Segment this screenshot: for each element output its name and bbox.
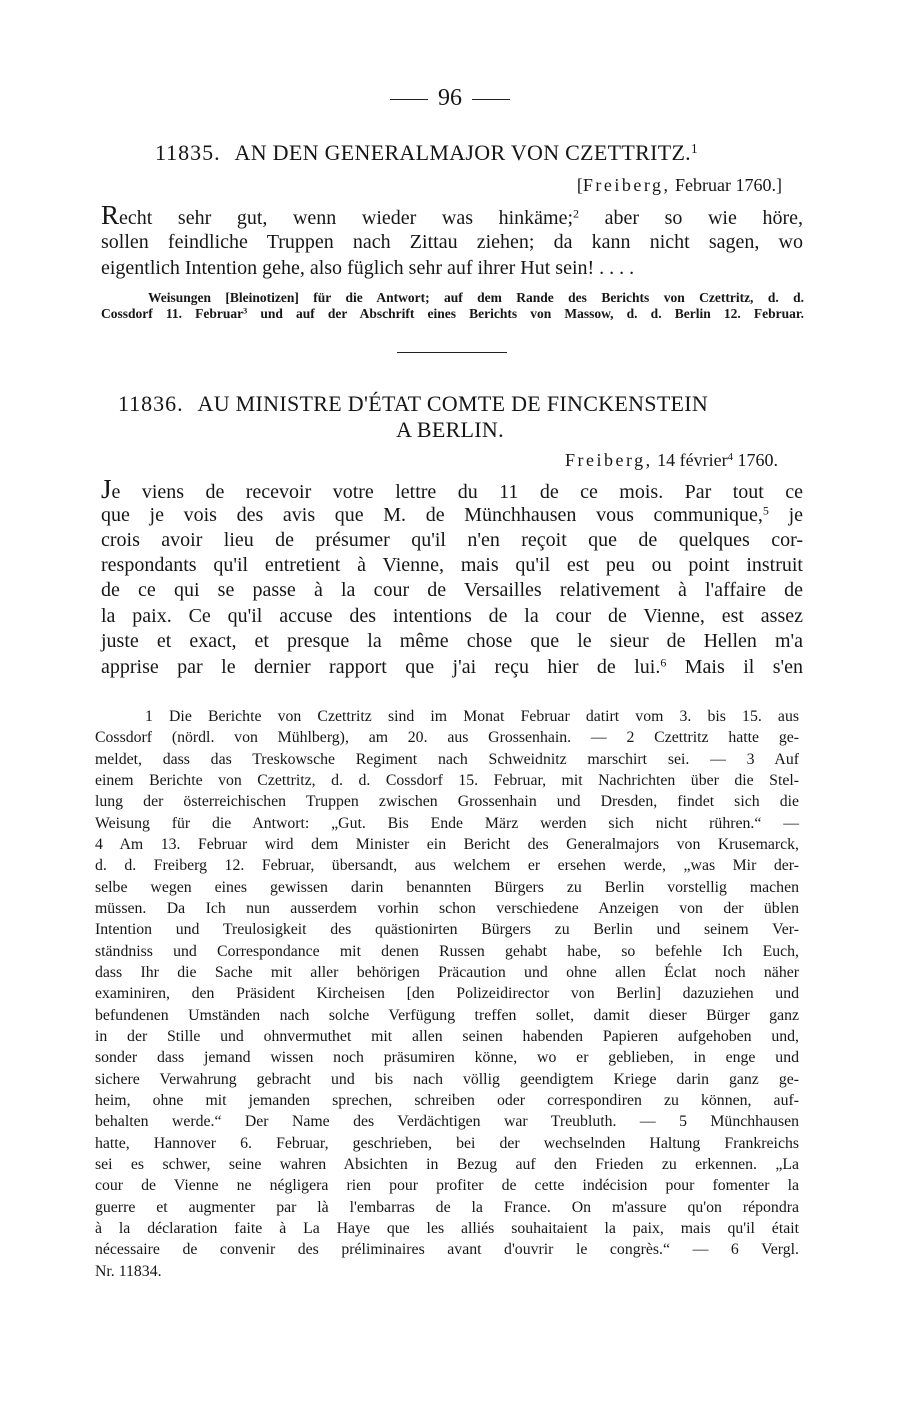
dash-left — [390, 99, 428, 100]
page-number: 96 — [438, 85, 462, 111]
letter2-initial: J — [101, 474, 112, 504]
footnote-ref-5: 5 — [762, 503, 769, 518]
letter1-dateline-rest: Februar 1760.] — [675, 175, 782, 195]
letter1-note-line-2b: und auf der Abschrift eines Berichts von Massow, d. d. Berlin 12. Februar. — [247, 306, 804, 321]
letter2-line-7: juste et exact, et presque la même chose que le sieur de Hellen m'a — [101, 630, 803, 652]
letter2-heading-line-1 — [118, 391, 708, 417]
letter2-line-8-after: Mais il s'en — [666, 656, 803, 678]
letter2-heading-line-2 — [0, 417, 900, 443]
footnote-line: meldet, dass das Treskowsche Regiment nach Schweidnitz marschirt sei. — 3 Auf — [95, 751, 799, 768]
letter1-line-2: sollen feindliche Truppen nach Zittau ziehen; da kann nicht sagen, wo — [101, 231, 803, 253]
footnote-line: nécessaire de convenir des préliminaires avant d'ouvrir le congrès.“ — 6 Vergl. — [95, 1241, 799, 1258]
letter1-dateline-place: Freiberg, — [582, 175, 671, 195]
footnote-line: examiniren, den Präsident Kircheisen [den Polizeidirector von Berlin] dazuziehen und — [95, 985, 799, 1002]
footnote-line: Cossdorf (nördl. von Mühlberg), am 20. aus Grossenhain. — 2 Czettritz hatte ge- — [95, 729, 799, 746]
letter1-number: 11835. — [155, 140, 221, 165]
letter1-initial: R — [101, 200, 120, 230]
footnote-line: müssen. Da Ich nun ausserdem vorhin schon verschiedene Anzeigen von der üblen — [95, 900, 799, 917]
letter2-title-line-2: A BERLIN. — [396, 417, 504, 442]
footnote-line: selbe wegen eines gewissen darin benannten Bürgers zu Berlin vorstellig machen — [95, 879, 799, 896]
footnote-line: heim, ohne mit jemanden sprechen, schreiben oder correspondiren zu können, auf- — [95, 1092, 799, 1109]
letter2-line-8-text: apprise par le dernier rapport que j'ai reçu hier de lui. — [101, 656, 661, 678]
letter2-line-6: la paix. Ce qu'il accuse des intentions de la cour de Vienne, est assez — [101, 605, 803, 627]
letter2-title-line-1: AU MINISTRE D'ÉTAT COMTE DE FINCKENSTEIN — [197, 391, 709, 416]
footnote-line: behalten werde.“ Der Name des Verdächtigen war Treubluth. — 5 Münchhausen — [95, 1113, 799, 1130]
footnote-line: hatte, Hannover 6. Februar, geschrieben, bei der wechselnden Haltung Frankreichs — [95, 1135, 799, 1152]
letter2-line-1-text: e viens de recevoir votre lettre du 11 de ce mois. Par tout ce — [111, 481, 803, 503]
letter2-line-2-after: je — [768, 504, 804, 526]
letter2-dateline-mid: 14 février — [652, 450, 728, 470]
letter1-note-line-2a: Cossdorf 11. Februar — [101, 306, 244, 321]
footnote-line: befundenen Umständen nach solche Verfügung treffen sollet, damit dieser Bürger ganz — [95, 1007, 799, 1024]
footnote-line: d. d. Freiberg 12. Februar, übersandt, aus welchem er ersehen werde, „was Mir der- — [95, 857, 799, 874]
section-separator — [397, 352, 507, 353]
letter2-line-2 — [101, 503, 803, 529]
footnote-line: Intention und Treulosigkeit des quästionirten Bürgers zu Berlin und seinem Ver- — [95, 921, 799, 938]
letter1-note-line-1: Weisungen [Bleinotizen] für die Antwort; auf dem Rande des Berichts von Czettritz, d. d. — [148, 290, 804, 305]
footnote-ref-3: 3 — [243, 306, 248, 316]
letter1-title: AN DEN GENERALMAJOR VON CZETTRITZ. — [234, 140, 691, 165]
footnote-line: à la déclaration faite à La Haye que les alliés souhaitaient la paix, mais qu'il était — [95, 1220, 799, 1237]
footnote-line: 4 Am 13. Februar wird dem Minister ein Bericht des Generalmajors von Krusemarck, — [95, 836, 799, 853]
letter2-line-3: crois avoir lieu de présumer qu'il n'en reçoit que de quelques cor- — [101, 529, 803, 551]
footnote-line: ständniss und Correspondance mit denen Russen gehabt habe, so befehle Ich Euch, — [95, 943, 799, 960]
letter1-heading — [155, 140, 698, 166]
letter2-line-1 — [101, 474, 803, 506]
letter1-line-3: eigentlich Intention gehe, also füglich sehr auf ihrer Hut sein! . . . . — [101, 257, 635, 279]
footnote-line: cour de Vienne ne négligera rien pour profiter de cette indécision pour fomenter la — [95, 1177, 799, 1194]
letter2-line-8 — [101, 655, 803, 681]
footnote-line: guerre et augmenter par là l'embarras de la France. On m'assure qu'on répondra — [95, 1199, 799, 1216]
footnote-line: Nr. 11834. — [95, 1263, 162, 1280]
letter2-line-2-text: que je vois des avis que M. de Münchhausen vous communique, — [101, 504, 763, 526]
footnote-ref-4: 4 — [727, 451, 733, 464]
footnote-line: Weisung für die Antwort: „Gut. Bis Ende März werden sich nicht rühren.“ — — [95, 815, 799, 832]
footnote-line: 1 Die Berichte von Czettritz sind im Monat Februar datirt vom 3. bis 15. aus — [145, 708, 799, 725]
letter1-dateline — [577, 175, 782, 196]
footnote-line: einem Berichte von Czettritz, d. d. Cossdorf 15. Februar, mit Nachrichten über die Stel- — [95, 772, 799, 789]
page-number-row — [0, 84, 900, 112]
footnote-line: dass Ihr die Sache mit aller behörigen Präcaution und ohne allen Éclat noch näher — [95, 964, 799, 981]
letter2-line-4: respondants qu'il entretient à Vienne, mais qu'il est peu ou point instruit — [101, 554, 803, 576]
footnote-line: in der Stille und ohnvermuthet mit allen seinen habenden Papieren aufgehoben und, — [95, 1028, 799, 1045]
footnote-ref-2: 2 — [573, 206, 580, 221]
footnote-line: sonder dass jemand wissen noch präsumiren könne, wo er geblieben, in enge und — [95, 1049, 799, 1066]
letter2-line-5: de ce qui se passe à la cour de Versailles relativement à l'affaire de — [101, 579, 803, 601]
letter2-dateline-place: Freiberg, — [564, 450, 653, 470]
letter1-note-line-2 — [101, 305, 804, 323]
letter2-dateline-end: 1760. — [733, 450, 778, 470]
footnote-line: sei es schwer, seine wahren Absichten in Bezug auf den Frieden zu erkennen. „La — [95, 1156, 799, 1173]
letter2-dateline — [565, 450, 778, 471]
footnote-line: lung der österreichischen Truppen zwischen Grossenhain und Dresden, findet sich die — [95, 793, 799, 810]
dash-right — [472, 99, 510, 100]
letter1-dateline-open: [ — [576, 175, 583, 195]
letter1-title-footnote-ref: 1 — [690, 140, 698, 156]
letter1-line-1-text: echt sehr gut, wenn wieder was hinkäme; — [119, 207, 574, 229]
letter2-number: 11836. — [118, 391, 184, 416]
footnote-ref-6: 6 — [660, 655, 667, 670]
letter1-line-1-after: aber so wie höre, — [579, 207, 803, 229]
footnote-line: sichere Verwahrung gebracht und bis nach völlig geendigtem Kriege darin ganz ge- — [95, 1071, 799, 1088]
letter1-line-1 — [101, 200, 803, 232]
